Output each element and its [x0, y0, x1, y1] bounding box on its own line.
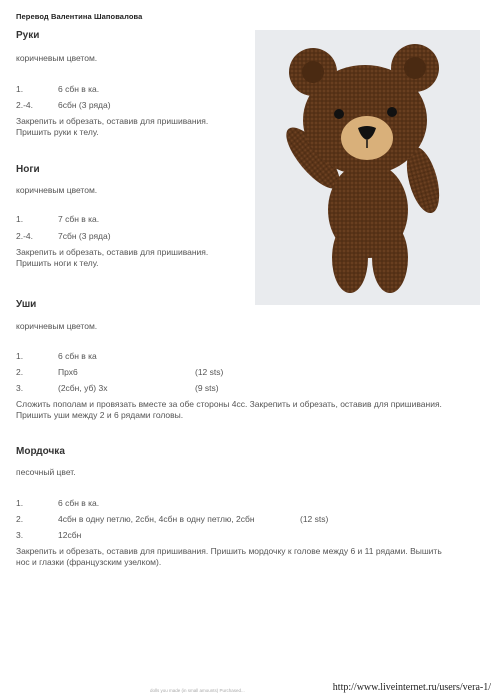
- muzzle-row-2-num: 2.: [16, 514, 24, 524]
- muzzle-row-2-count: (12 sts): [300, 514, 329, 524]
- ears-color: коричневым цветом.: [16, 321, 98, 331]
- muzzle-finish-1: Закрепить и обрезать, оставив для пришивания. Пришить мордочку к голове между 6 и 11 рядами. Вышить: [16, 546, 442, 556]
- arms-finish-1: Закрепить и обрезать, оставив для пришивания.: [16, 116, 209, 126]
- arms-finish-2: Пришить руки к телу.: [16, 127, 99, 137]
- legs-row-2-text: 7сбн (3 ряда): [58, 231, 111, 241]
- muzzle-row-2-text: 4сбн в одну петлю, 2сбн, 4сбн в одну петлю, 2сбн: [58, 514, 255, 524]
- muzzle-row-3-text: 12сбн: [58, 530, 82, 540]
- ears-row-2-num: 2.: [16, 367, 24, 377]
- muzzle-color: песочный цвет.: [16, 467, 76, 477]
- section-title-legs: Ноги: [16, 164, 40, 175]
- ears-finish-2: Пришить уши между 2 и 6 рядами головы.: [16, 410, 184, 420]
- legs-color: коричневым цветом.: [16, 185, 98, 195]
- section-title-ears: Уши: [16, 299, 37, 310]
- footer-note: dolls you made (in small amounts) Purchased...: [150, 688, 245, 693]
- legs-row-1-num: 1.: [16, 214, 24, 224]
- section-title-muzzle: Мордочка: [16, 446, 65, 457]
- arms-row-1-num: 1.: [16, 84, 24, 94]
- legs-row-1-text: 7 сбн в ка.: [58, 214, 100, 224]
- muzzle-row-1-num: 1.: [16, 498, 24, 508]
- ears-row-2-text: Прх6: [58, 367, 78, 377]
- bear-photo: [255, 30, 480, 305]
- bear-body: [328, 162, 408, 258]
- ears-row-3-count: (9 sts): [195, 383, 219, 393]
- legs-row-2-num: 2.-4.: [16, 231, 34, 241]
- arms-row-2-num: 2.-4.: [16, 100, 34, 110]
- ears-row-3-text: (2сбн, уб) 3х: [58, 383, 108, 393]
- legs-finish-2: Пришить ноги к телу.: [16, 258, 99, 268]
- footer-url[interactable]: http://www.liveinternet.ru/users/vera-1/: [332, 682, 491, 693]
- legs-finish-1: Закрепить и обрезать, оставив для пришивания.: [16, 247, 209, 257]
- muzzle-row-1-text: 6 сбн в ка.: [58, 498, 100, 508]
- translator-credit: Перевод Валентина Шаповалова: [16, 12, 143, 21]
- bear-right-eye: [387, 107, 397, 117]
- section-title-arms: Руки: [16, 30, 40, 41]
- arms-row-1-text: 6 сбн в ка.: [58, 84, 100, 94]
- bear-left-eye: [334, 109, 344, 119]
- ears-finish-1: Сложить пополам и провязать вместе за обе стороны 4сс. Закрепить и обрезать, оставив для пришивания.: [16, 399, 442, 409]
- ears-row-3-num: 3.: [16, 383, 24, 393]
- ears-row-2-count: (12 sts): [195, 367, 224, 377]
- muzzle-finish-2: нос и глазки (французским узелком).: [16, 557, 162, 567]
- ears-row-1-num: 1.: [16, 351, 24, 361]
- ears-row-1-text: 6 сбн в ка: [58, 351, 97, 361]
- arms-row-2-text: 6сбн (3 ряда): [58, 100, 111, 110]
- teddy-bear-illustration: [255, 30, 480, 305]
- arms-color: коричневым цветом.: [16, 53, 98, 63]
- muzzle-row-3-num: 3.: [16, 530, 24, 540]
